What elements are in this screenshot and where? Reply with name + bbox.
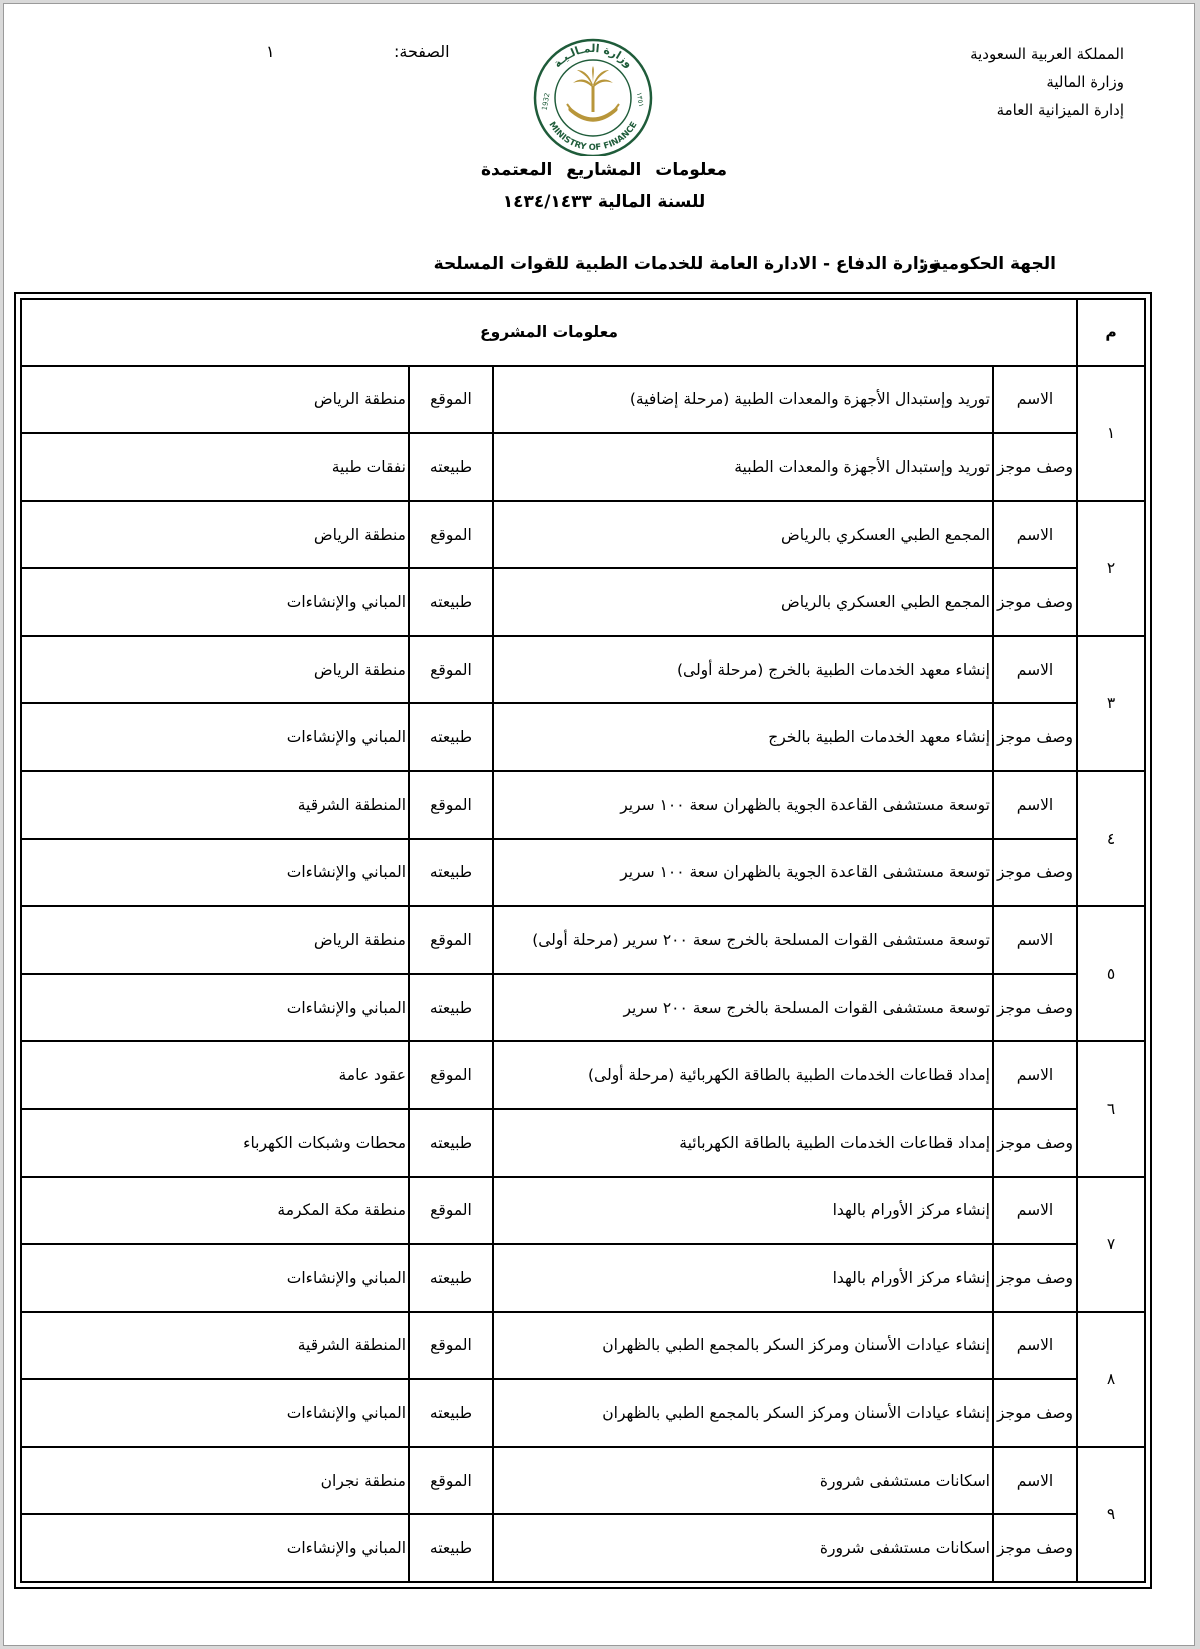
project-location: منطقة الرياض [21,366,409,434]
logo-year-right: ١٣٥١ [634,91,646,108]
nature-label: طبيعته [409,839,493,907]
nature-label: طبيعته [409,1109,493,1177]
nature-label: طبيعته [409,1514,493,1582]
project-name: إنشاء عيادات الأسنان ومركز السكر بالمجمع الطبي بالظهران [493,1312,993,1380]
nature-label: طبيعته [409,703,493,771]
table-row [21,703,1145,771]
name-label: الاسم [993,366,1077,434]
name-label: الاسم [993,501,1077,569]
location-label: الموقع [409,771,493,839]
table-row [21,771,1145,839]
project-location: المنطقة الشرقية [21,1312,409,1380]
entity-value: وزارة الدفاع - الادارة العامة للخدمات الطبية للقوات المسلحة [433,254,939,274]
projects-table [20,298,1146,1583]
table-row [21,1379,1145,1447]
department-name: إدارة الميزانية العامة [996,101,1124,119]
location-label: الموقع [409,906,493,974]
table-header-row [21,299,1145,366]
project-description: توريد وإستبدال الأجهزة والمعدات الطبية [493,433,993,501]
project-number: ٢ [1077,501,1145,636]
nature-label: طبيعته [409,568,493,636]
project-description: إمداد قطاعات الخدمات الطبية بالطاقة الكهربائية [493,1109,993,1177]
name-label: الاسم [993,1041,1077,1109]
name-label: الاسم [993,636,1077,704]
nature-label: طبيعته [409,974,493,1042]
project-name: إنشاء مركز الأورام بالهدا [493,1177,993,1245]
kingdom-name: المملكة العربية السعودية [970,45,1124,63]
project-description: اسكانات مستشفى شرورة [493,1514,993,1582]
project-location: منطقة نجران [21,1447,409,1515]
header-number: م [1077,299,1145,366]
table-row [21,1109,1145,1177]
project-name: المجمع الطبي العسكري بالرياض [493,501,993,569]
table-row [21,1177,1145,1245]
project-name: اسكانات مستشفى شرورة [493,1447,993,1515]
project-description: المجمع الطبي العسكري بالرياض [493,568,993,636]
project-number: ٦ [1077,1041,1145,1176]
project-number: ٧ [1077,1177,1145,1312]
table-row [21,366,1145,434]
project-location: منطقة الرياض [21,501,409,569]
project-location: عقود عامة [21,1041,409,1109]
table-row [21,839,1145,907]
logo-year-left: 1932 [540,92,552,112]
project-location: المنطقة الشرقية [21,771,409,839]
project-name: توريد وإستبدال الأجهزة والمعدات الطبية (مرحلة إضافية) [493,366,993,434]
table-row [21,1041,1145,1109]
project-nature: محطات وشبكات الكهرباء [21,1109,409,1177]
project-nature: المباني والإنشاءات [21,1379,409,1447]
location-label: الموقع [409,501,493,569]
ministry-of-finance-logo [529,38,657,156]
location-label: الموقع [409,636,493,704]
description-label: وصف موجز [993,1379,1077,1447]
name-label: الاسم [993,771,1077,839]
table-row [21,501,1145,569]
project-nature: المباني والإنشاءات [21,974,409,1042]
document-title: معلومات المشاريع المعتمدة [480,160,727,180]
project-nature: المباني والإنشاءات [21,1514,409,1582]
project-description: إنشاء معهد الخدمات الطبية بالخرج [493,703,993,771]
nature-label: طبيعته [409,1244,493,1312]
project-number: ٩ [1077,1447,1145,1582]
table-row [21,568,1145,636]
name-label: الاسم [993,1447,1077,1515]
palm-swords-emblem [567,66,619,121]
table-row [21,433,1145,501]
project-location: منطقة مكة المكرمة [21,1177,409,1245]
project-name: توسعة مستشفى القوات المسلحة بالخرج سعة ٢٠٠ سرير (مرحلة أولى) [493,906,993,974]
name-label: الاسم [993,1177,1077,1245]
project-number: ٥ [1077,906,1145,1041]
project-description: إنشاء مركز الأورام بالهدا [493,1244,993,1312]
table-row [21,1312,1145,1380]
project-nature: المباني والإنشاءات [21,703,409,771]
projects-table-frame [14,292,1152,1589]
table-row [21,1514,1145,1582]
location-label: الموقع [409,1041,493,1109]
location-label: الموقع [409,1312,493,1380]
description-label: وصف موجز [993,703,1077,771]
page-number: ١ [266,42,275,61]
location-label: الموقع [409,366,493,434]
description-label: وصف موجز [993,433,1077,501]
table-row [21,974,1145,1042]
table-row [21,1447,1145,1515]
project-nature: المباني والإنشاءات [21,839,409,907]
project-number: ٤ [1077,771,1145,906]
project-location: منطقة الرياض [21,906,409,974]
project-name: توسعة مستشفى القاعدة الجوية بالظهران سعة ١٠٠ سرير [493,771,993,839]
header-project-info: معلومات المشروع [21,299,1077,366]
table-row [21,906,1145,974]
description-label: وصف موجز [993,1514,1077,1582]
project-number: ٣ [1077,636,1145,771]
description-label: وصف موجز [993,1244,1077,1312]
project-nature: المباني والإنشاءات [21,568,409,636]
document-subtitle: للسنة المالية ١٤٣٤/١٤٣٣ [502,192,706,212]
entity-label: الجهة الحكومية : [918,254,1056,274]
description-label: وصف موجز [993,839,1077,907]
description-label: وصف موجز [993,974,1077,1042]
table-row [21,636,1145,704]
name-label: الاسم [993,906,1077,974]
ministry-name: وزارة المالية [1046,73,1124,91]
table-row [21,1244,1145,1312]
location-label: الموقع [409,1177,493,1245]
project-name: إنشاء معهد الخدمات الطبية بالخرج (مرحلة أولى) [493,636,993,704]
ministry-header [970,40,1124,124]
project-description: توسعة مستشفى القاعدة الجوية بالظهران سعة ١٠٠ سرير [493,839,993,907]
page-label: الصفحة: [394,42,450,61]
nature-label: طبيعته [409,433,493,501]
logo-english-text: MINISTRY OF FINANCE [546,120,640,154]
project-location: منطقة الرياض [21,636,409,704]
project-name: إمداد قطاعات الخدمات الطبية بالطاقة الكهربائية (مرحلة أولى) [493,1041,993,1109]
project-number: ٨ [1077,1312,1145,1447]
location-label: الموقع [409,1447,493,1515]
document-page [3,3,1195,1646]
nature-label: طبيعته [409,1379,493,1447]
name-label: الاسم [993,1312,1077,1380]
description-label: وصف موجز [993,1109,1077,1177]
project-number: ١ [1077,366,1145,501]
project-nature: نفقات طبية [21,433,409,501]
description-label: وصف موجز [993,568,1077,636]
logo-arabic-text: وزارة المـالـيـة [550,41,636,71]
project-description: إنشاء عيادات الأسنان ومركز السكر بالمجمع الطبي بالظهران [493,1379,993,1447]
project-nature: المباني والإنشاءات [21,1244,409,1312]
project-description: توسعة مستشفى القوات المسلحة بالخرج سعة ٢٠٠ سرير [493,974,993,1042]
